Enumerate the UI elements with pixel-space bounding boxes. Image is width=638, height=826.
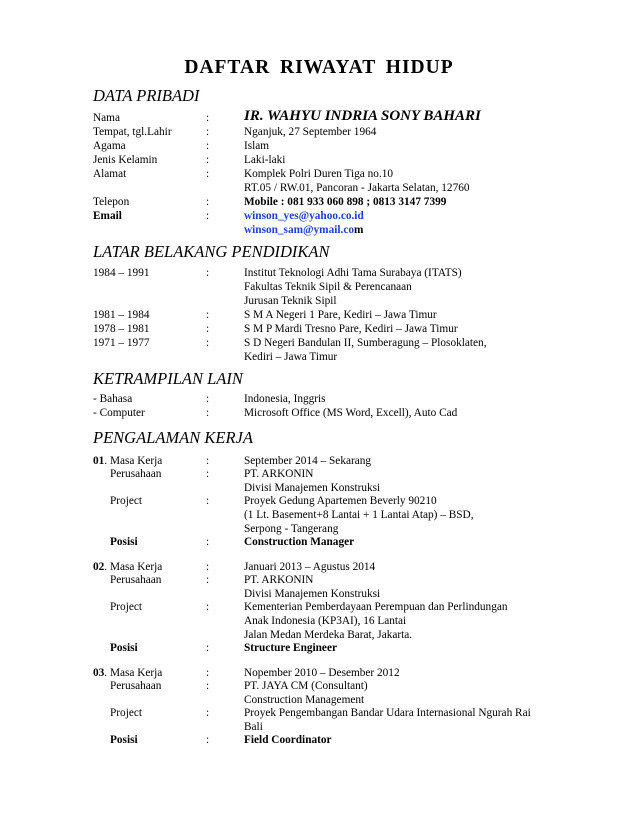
- job-2-perusahaan-row: [0, 573, 638, 587]
- job-masa-value: Januari 2013 – Agustus 2014: [244, 561, 376, 573]
- row-nama: [0, 108, 638, 125]
- jenis-kelamin-label: Jenis Kelamin: [93, 154, 158, 166]
- job-project-line: Bali: [244, 721, 263, 733]
- alamat-line-2: RT.05 / RW.01, Pancoran - Jakarta Selatan, 12760: [244, 182, 470, 194]
- colon: :: [206, 601, 210, 613]
- nama-value: IR. WAHYU INDRIA SONY BAHARI: [244, 108, 481, 124]
- edu-period: 1971 – 1977: [93, 337, 150, 349]
- edu-row-4: [0, 336, 638, 350]
- posisi-label: Posisi: [110, 536, 138, 548]
- job-project-line: Jalan Medan Merdeka Barat, Jakarta.: [244, 629, 413, 641]
- job-masa-value: September 2014 – Sekarang: [244, 455, 372, 467]
- masa-kerja-label: . Masa Kerja: [104, 561, 163, 573]
- agama-label: Agama: [93, 140, 126, 152]
- bahasa-value: Indonesia, Inggris: [244, 393, 326, 405]
- edu-line: Fakultas Teknik Sipil & Perencanaan: [244, 281, 412, 293]
- masa-kerja-label: . Masa Kerja: [104, 667, 163, 679]
- job-masa-label: [93, 454, 162, 468]
- email-link-2[interactable]: winson_sam@ymail.co: [244, 224, 354, 236]
- edu-line: S D Negeri Bandulan II, Sumberagung – Plosoklaten,: [244, 337, 487, 349]
- job-3-perusahaan-row: [0, 679, 638, 693]
- job-project-line: Anak Indonesia (KP3AI), 16 Lantai: [244, 615, 407, 627]
- job-project-line: Proyek Gedung Apartemen Beverly 90210: [244, 495, 437, 507]
- colon: :: [206, 112, 210, 124]
- alamat-line-1: Komplek Polri Duren Tiga no.10: [244, 168, 394, 180]
- email-link-2-suffix: m: [354, 224, 364, 236]
- row-ttl: [0, 125, 638, 139]
- telepon-value: Mobile : 081 933 060 898 ; 0813 3147 7399: [244, 196, 447, 208]
- computer-label: - Computer: [93, 407, 145, 419]
- job-perusahaan-value: PT. JAYA CM (Consultant): [244, 680, 368, 692]
- section-heading-data-pribadi: DATA PRIBADI: [93, 86, 200, 105]
- colon: :: [206, 210, 210, 222]
- edu-period: 1984 – 1991: [93, 267, 150, 279]
- edu-period: 1978 – 1981: [93, 323, 150, 335]
- job-2-posisi-row: [0, 641, 638, 655]
- perusahaan-label: Perusahaan: [110, 680, 162, 692]
- colon: :: [206, 561, 210, 573]
- colon: :: [206, 680, 210, 692]
- row-email: [0, 209, 638, 223]
- job-1-posisi-row: [0, 535, 638, 549]
- colon: :: [206, 574, 210, 586]
- project-label: Project: [110, 495, 142, 507]
- edu-row-2: [0, 308, 638, 322]
- colon: :: [206, 536, 210, 548]
- colon: :: [206, 393, 210, 405]
- bahasa-label: - Bahasa: [93, 393, 133, 405]
- colon: :: [206, 407, 210, 419]
- jenis-kelamin-value: Laki-laki: [244, 154, 286, 166]
- email-line-2: [244, 223, 363, 237]
- job-posisi-value: Structure Engineer: [244, 642, 337, 654]
- project-label: Project: [110, 707, 142, 719]
- section-heading-pengalaman: PENGALAMAN KERJA: [93, 428, 253, 447]
- job-project-line: (1 Lt. Basement+8 Lantai + 1 Lantai Atap) – BSD,: [244, 509, 474, 521]
- job-1-perusahaan-row: [0, 467, 638, 481]
- edu-line: S M P Mardi Tresno Pare, Kediri – Jawa Timur: [244, 323, 458, 335]
- telepon-label: Telepon: [93, 196, 130, 208]
- job-project-line: Proyek Pengembangan Bandar Udara Internasional Ngurah Rai: [244, 707, 531, 719]
- job-perusahaan-line-2: Construction Management: [244, 694, 365, 706]
- perusahaan-label: Perusahaan: [110, 574, 162, 586]
- posisi-label: Posisi: [110, 642, 138, 654]
- job-perusahaan-value: PT. ARKONIN: [244, 468, 314, 480]
- ttl-label: Tempat, tgl.Lahir: [93, 126, 172, 138]
- colon: :: [206, 154, 210, 166]
- colon: :: [206, 126, 210, 138]
- job-project-line: Kementerian Pemberdayaan Perempuan dan Perlindungan: [244, 601, 508, 613]
- job-number: 02: [93, 561, 105, 573]
- colon: :: [206, 267, 210, 279]
- email-label: Email: [93, 210, 122, 222]
- agama-value: Islam: [244, 140, 270, 152]
- row-alamat: [0, 167, 638, 181]
- job-2-project-row: [0, 600, 638, 614]
- job-number: 03: [93, 667, 105, 679]
- edu-line: Jurusan Teknik Sipil: [244, 295, 337, 307]
- posisi-label: Posisi: [110, 734, 138, 746]
- colon: :: [206, 168, 210, 180]
- edu-period: 1981 – 1984: [93, 309, 150, 321]
- colon: :: [206, 196, 210, 208]
- edu-line: Kediri – Jawa Timur: [244, 351, 338, 363]
- alamat-label: Alamat: [93, 168, 127, 180]
- row-jenis-kelamin: [0, 153, 638, 167]
- job-posisi-value: Field Coordinator: [244, 734, 332, 746]
- masa-kerja-label: . Masa Kerja: [104, 455, 163, 467]
- email-link-1[interactable]: winson_yes@yahoo.co.id: [244, 210, 364, 222]
- row-telepon: [0, 195, 638, 209]
- edu-row-3: [0, 322, 638, 336]
- colon: :: [206, 309, 210, 321]
- job-masa-label: [93, 560, 162, 574]
- job-number: 01: [93, 455, 105, 467]
- skill-row-bahasa: [0, 392, 638, 406]
- colon: :: [206, 140, 210, 152]
- job-perusahaan-line-2: Divisi Manajemen Konstruksi: [244, 482, 381, 494]
- job-3-posisi-row: [0, 733, 638, 747]
- job-project-line: Serpong - Tangerang: [244, 523, 339, 535]
- colon: :: [206, 337, 210, 349]
- colon: :: [206, 323, 210, 335]
- job-perusahaan-line-2: Divisi Manajemen Konstruksi: [244, 588, 381, 600]
- job-3-project-row: [0, 706, 638, 720]
- job-masa-value: Nopember 2010 – Desember 2012: [244, 667, 400, 679]
- perusahaan-label: Perusahaan: [110, 468, 162, 480]
- computer-value: Microsoft Office (MS Word, Excell), Auto Cad: [244, 407, 458, 419]
- document-title: DAFTAR RIWAYAT HIDUP: [184, 57, 454, 78]
- colon: :: [206, 734, 210, 746]
- edu-row-1: [0, 266, 638, 280]
- colon: :: [206, 667, 210, 679]
- section-heading-pendidikan: LATAR BELAKANG PENDIDIKAN: [93, 242, 330, 261]
- colon: :: [206, 707, 210, 719]
- job-masa-label: [93, 666, 162, 680]
- job-1-masa-row: [0, 454, 638, 468]
- project-label: Project: [110, 601, 142, 613]
- nama-label: Nama: [93, 112, 120, 124]
- edu-line: Institut Teknologi Adhi Tama Surabaya (ITATS): [244, 267, 462, 279]
- ttl-value: Nganjuk, 27 September 1964: [244, 126, 377, 138]
- edu-line: S M A Negeri 1 Pare, Kediri – Jawa Timur: [244, 309, 437, 321]
- job-3-masa-row: [0, 666, 638, 680]
- row-agama: [0, 139, 638, 153]
- job-perusahaan-value: PT. ARKONIN: [244, 574, 314, 586]
- colon: :: [206, 455, 210, 467]
- job-posisi-value: Construction Manager: [244, 536, 355, 548]
- skill-row-computer: [0, 406, 638, 420]
- job-2-masa-row: [0, 560, 638, 574]
- job-1-project-row: [0, 494, 638, 508]
- colon: :: [206, 468, 210, 480]
- colon: :: [206, 642, 210, 654]
- colon: :: [206, 495, 210, 507]
- section-heading-ketrampilan: KETRAMPILAN LAIN: [93, 369, 243, 388]
